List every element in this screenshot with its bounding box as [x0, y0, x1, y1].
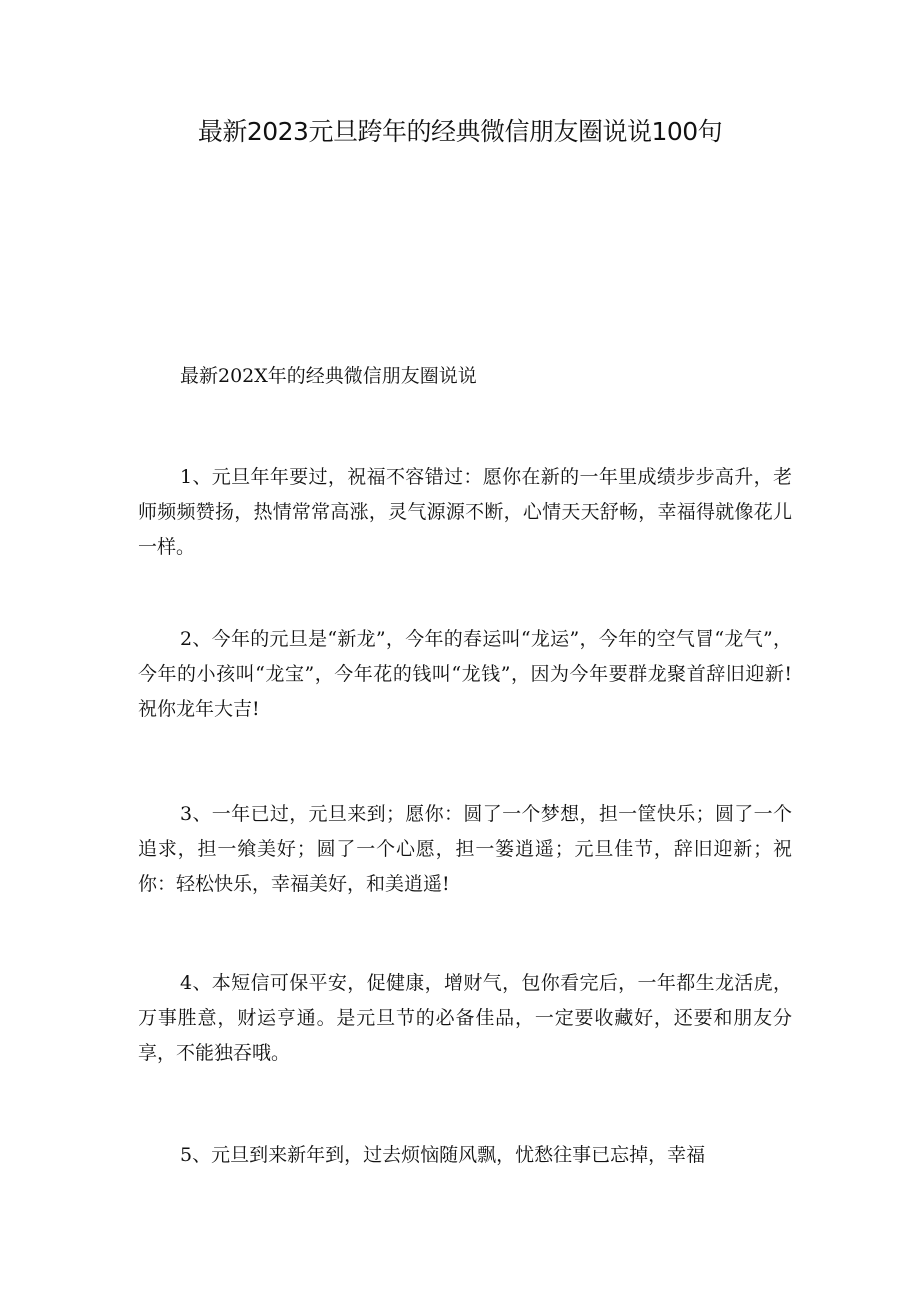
paragraph-3: 3、一年已过，元旦来到；愿你：圆了一个梦想，担一筐快乐；圆了一个追求，担一飨美好；圆了一个心愿，担一篓逍遥；元旦佳节，辞旧迎新；祝你：轻松快乐，幸福美好，和美逍遥! — [138, 803, 792, 895]
document-title: 最新2023元旦跨年的经典微信朋友圈说说100句 — [197, 117, 723, 146]
paragraph-1: 1、元旦年年要过，祝福不容错过：愿你在新的一年里成绩步步高升，老师频频赞扬，热情常常高涨，灵气源源不断，心情天天舒畅，幸福得就像花儿一样。 — [138, 466, 792, 558]
paragraph-4: 4、本短信可保平安，促健康，增财气，包你看完后，一年都生龙活虎，万事胜意，财运亨通。是元旦节的必备佳品，一定要收藏好，还要和朋友分享，不能独吞哦。 — [138, 972, 792, 1064]
paragraph-5: 5、元旦到来新年到，过去烦恼随风飘，忧愁往事已忘掉，幸福 — [180, 1144, 706, 1166]
paragraph-2: 2、今年的元旦是“新龙”，今年的春运叫“龙运”，今年的空气冒“龙气”，今年的小孩叫“龙宝”，今年花的钱叫“龙钱”，因为今年要群龙聚首辞旧迎新!祝你龙年大吉! — [138, 628, 792, 720]
document-subtitle: 最新202X年的经典微信朋友圈说说 — [180, 365, 477, 387]
